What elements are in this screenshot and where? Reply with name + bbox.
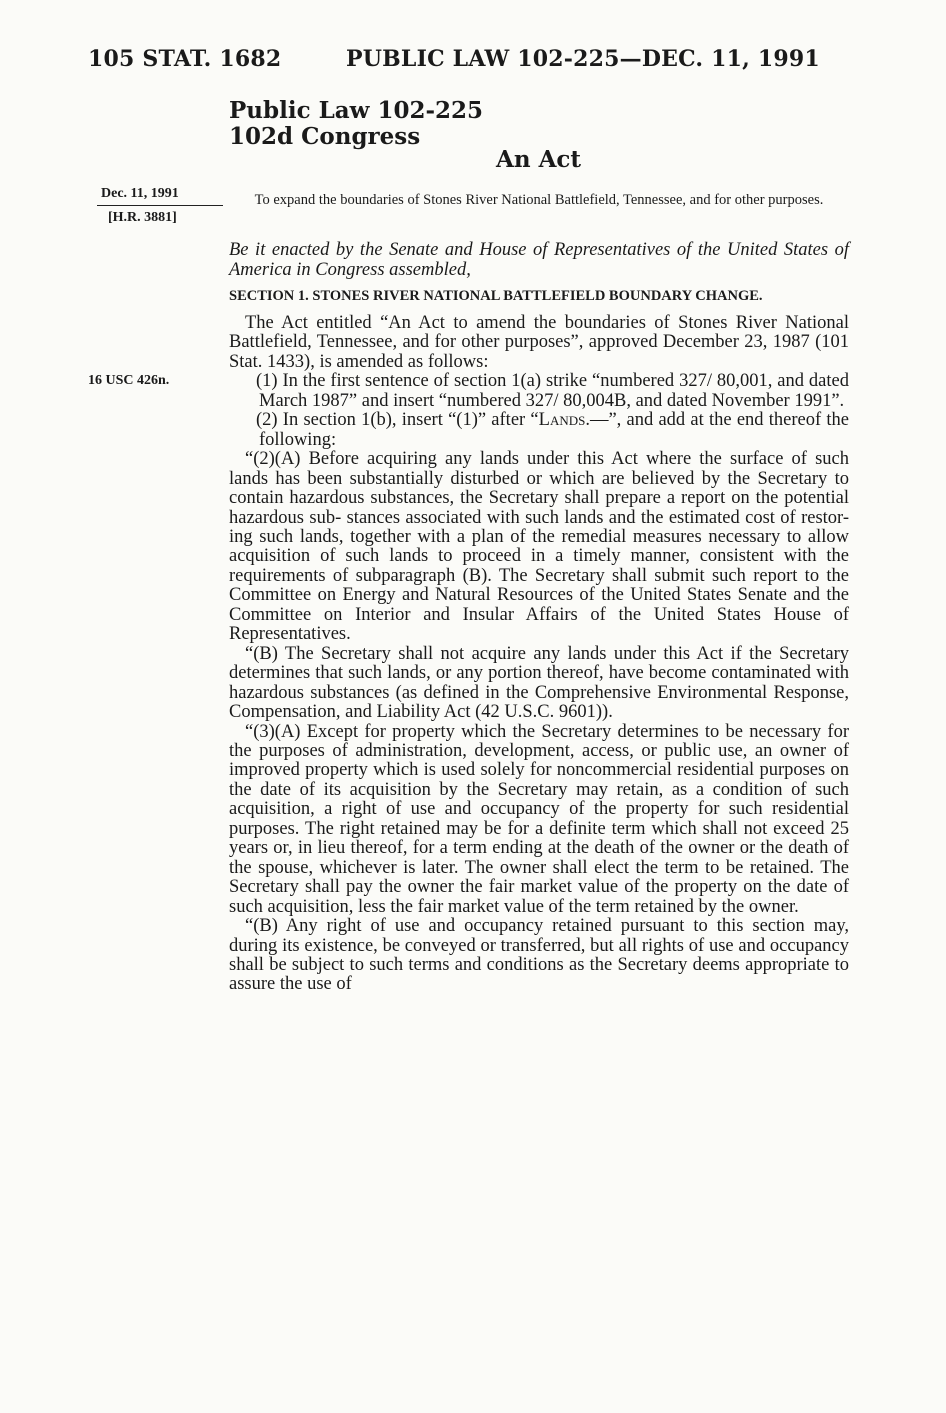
- paragraph-2: [229, 411, 849, 450]
- paragraph-2-text-before: (2) In section 1(b), insert “(1)” after “: [256, 410, 539, 431]
- paragraph-2-small-caps: Lands: [538, 410, 586, 431]
- paragraph-3b: “(B) Any right of use and occupancy retained pursuant to this section may, during its existence, be conveyed or transferred, but all rights of use and occupancy shall be subject to such terms and conditions as the Secretary deems appropriate to assure the use of: [229, 916, 849, 995]
- law-number: Public Law 102-225: [229, 97, 484, 124]
- an-act-heading: An Act: [496, 146, 582, 173]
- page-number: 105 STAT. 1682: [88, 46, 282, 72]
- margin-note-date: Dec. 11, 1991: [101, 186, 179, 201]
- paragraph-2a: “(2)(A) Before acquiring any lands under this Act where the surface of such lands has been substantially disturbed or which are believed by the Secretary to contain hazardous substances, the Secretary shall prepare a report on the potential hazardous sub- stances associated with such lands and the estimated cost of restor- ing such lands, together with a plan of the remedial measures necessary to allow acquisition of such lands to proceed in a timely manner, consistent with the requirements of subparagraph (B). The Secretary shall submit such report to the Committee on Energy and Natural Resources of the United States Senate and the Committee on Interior and Insular Affairs of the United States House of Representatives.: [229, 449, 849, 645]
- enacting-clause: Be it enacted by the Senate and House of Representatives of the United States of America in Congress assembled,: [229, 240, 849, 280]
- running-title: PUBLIC LAW 102-225—DEC. 11, 1991: [346, 46, 820, 72]
- margin-note-usc: 16 USC 426n.: [88, 373, 170, 388]
- paragraph-2b: “(B) The Secretary shall not acquire any lands under this Act if the Secretary determines that such lands, or any portion thereof, have become contaminated with hazardous substances (as defined in the Comprehensive Environmental Response, Compensation, and Liability Act (42 U.S.C. 9601)).: [229, 643, 849, 723]
- body-text: [229, 314, 849, 995]
- paragraph-1-text: (1) In the first sentence of section 1(a) strike “numbered 327/ 80,001, and dated March 1987” and insert “numbered 327/ 80,004B, and dated November 1991”.: [256, 371, 849, 411]
- paragraph-2-text-after: .—”, and add at the end thereof the following:: [259, 410, 849, 450]
- paragraph-3a: “(3)(A) Except for property which the Secretary determines to be necessary for the purposes of administration, development, access, or public use, an owner of improved property which is used solely for noncommercial residential purposes on the date of its acquisition by the Secretary may retain, as a condition of such acquisition, a right of use and occupancy of the property for such residential purposes. The right retained may be for a definite term which shall not exceed 25 years or, in lieu thereof, for a term ending at the death of the owner or the death of the spouse, whichever is later. The owner shall elect the term to be retained. The Secretary shall pay the owner the fair market value of the property on the date of such acquisition, less the fair market value of the term retained by the owner.: [229, 721, 849, 917]
- paragraph-1: [229, 372, 849, 411]
- margin-note-rule: [97, 205, 223, 206]
- congress-label: 102d Congress: [229, 123, 421, 150]
- section-heading: SECTION 1. STONES RIVER NATIONAL BATTLEFIELD BOUNDARY CHANGE.: [229, 288, 763, 304]
- purpose-clause: To expand the boundaries of Stones River National Battlefield, Tennessee, and for other purposes.: [254, 192, 824, 208]
- margin-note-bill: [H.R. 3881]: [108, 210, 177, 225]
- paragraph-intro: The Act entitled “An Act to amend the boundaries of Stones River National Battlefield, Tennessee, and for other purposes”, approved December 23, 1987 (101 Stat. 1433), is amended as follows:: [229, 313, 849, 372]
